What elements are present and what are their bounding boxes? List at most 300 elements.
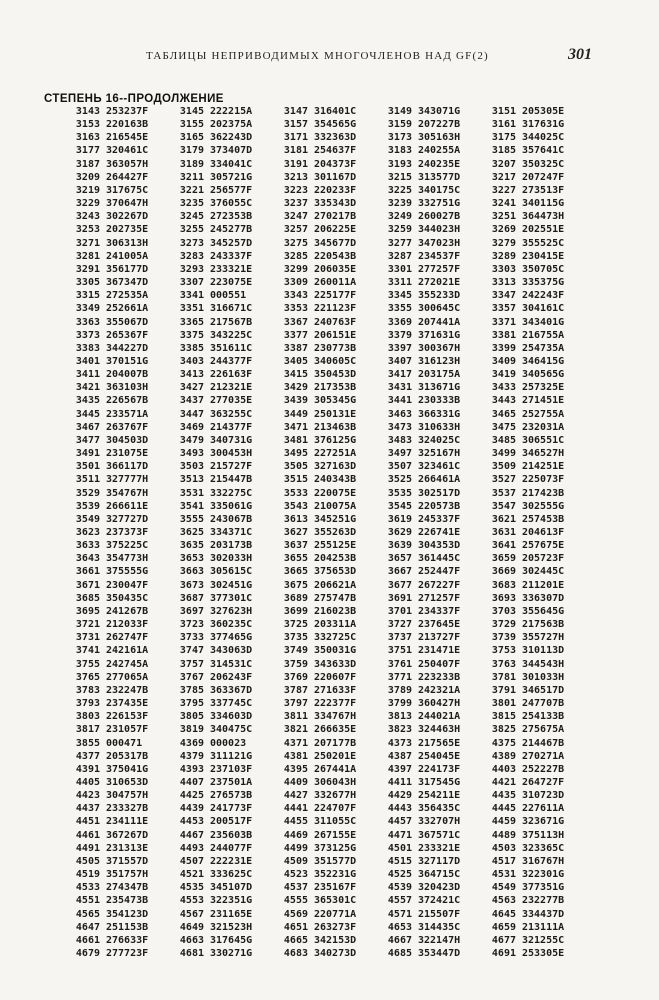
table-row: [70, 881, 650, 894]
table-cell: [174, 894, 278, 907]
table-row: [70, 276, 650, 289]
polynomial-code: 277065A: [106, 671, 149, 683]
polynomial-code: 335343D: [314, 198, 357, 210]
table-cell: [278, 460, 382, 473]
exponent-value: 3315: [75, 290, 100, 302]
exponent-value: 3257: [283, 224, 308, 236]
table-cell: [278, 408, 382, 421]
exponent-value: 3633: [75, 540, 100, 552]
polynomial-code: 355645G: [522, 605, 565, 617]
polynomial-code: 352231G: [314, 869, 357, 881]
polynomial-code: 356435C: [418, 803, 461, 815]
polynomial-code: 332707H: [418, 816, 461, 828]
table-cell: [278, 131, 382, 144]
table-cell: [174, 776, 278, 789]
exponent-value: 3211: [179, 171, 204, 183]
exponent-value: 3427: [179, 382, 204, 394]
polynomial-code: 336307D: [522, 592, 565, 604]
table-cell: [278, 421, 382, 434]
table-cell: [486, 763, 590, 776]
table-cell: [382, 184, 486, 197]
polynomial-code: 327623H: [210, 605, 253, 617]
polynomial-code: 370151G: [106, 355, 149, 367]
polynomial-code: 250201E: [314, 750, 357, 762]
polynomial-code: 343063D: [210, 645, 253, 657]
exponent-value: 4651: [283, 921, 308, 933]
table-cell: [174, 381, 278, 394]
exponent-value: 4489: [491, 829, 516, 841]
exponent-value: 4441: [283, 803, 308, 815]
table-cell: [278, 868, 382, 881]
exponent-value: 3275: [283, 237, 308, 249]
polynomial-code: 302555G: [522, 500, 565, 512]
table-cell: [382, 618, 486, 631]
table-cell: [486, 802, 590, 815]
table-cell: [382, 539, 486, 552]
polynomial-code: 217567B: [210, 316, 253, 328]
polynomial-code: 316401C: [314, 106, 357, 117]
table-cell: [70, 460, 174, 473]
polynomial-code: 353447D: [418, 948, 461, 959]
table-row: [70, 394, 650, 407]
polynomial-code: 361445C: [418, 553, 461, 565]
exponent-value: 3229: [75, 198, 100, 210]
polynomial-code: 357641C: [522, 145, 565, 157]
table-cell: [174, 118, 278, 131]
exponent-value: 3677: [387, 579, 412, 591]
polynomial-code: 233571A: [106, 408, 149, 420]
table-cell: [486, 434, 590, 447]
table-cell: [70, 394, 174, 407]
exponent-value: 3673: [179, 579, 204, 591]
exponent-value: 4659: [491, 921, 516, 933]
exponent-value: 3369: [387, 316, 412, 328]
exponent-value: 3151: [491, 106, 516, 117]
exponent-value: 3695: [75, 605, 100, 617]
polynomial-code: 207177B: [314, 737, 357, 749]
table-cell: [278, 355, 382, 368]
polynomial-code: 257325E: [522, 382, 565, 394]
polynomial-code: 213463B: [314, 421, 357, 433]
exponent-value: 3755: [75, 658, 100, 670]
table-cell: [382, 302, 486, 315]
polynomial-code: 220163B: [106, 119, 149, 131]
exponent-value: 3145: [179, 106, 204, 117]
table-cell: [174, 394, 278, 407]
polynomial-code: 344023H: [418, 224, 461, 236]
table-row: [70, 855, 650, 868]
polynomial-code: 327117D: [418, 855, 461, 867]
exponent-value: 3431: [387, 382, 412, 394]
polynomial-code: 241267B: [106, 605, 149, 617]
exponent-value: 3739: [491, 632, 516, 644]
table-cell: [70, 263, 174, 276]
polynomial-code: 214467B: [522, 737, 565, 749]
table-cell: [382, 592, 486, 605]
exponent-value: 3671: [75, 579, 100, 591]
exponent-value: 3667: [387, 566, 412, 578]
exponent-value: 3285: [283, 250, 308, 262]
table-cell: [382, 605, 486, 618]
table-cell: [70, 223, 174, 236]
polynomial-code: 247707B: [522, 698, 565, 710]
table-cell: [382, 118, 486, 131]
polynomial-code: 207441A: [418, 316, 461, 328]
exponent-value: 3527: [491, 474, 516, 486]
table-cell: [382, 355, 486, 368]
polynomial-code: 342153D: [314, 934, 357, 946]
table-row: [70, 618, 650, 631]
table-cell: [70, 237, 174, 250]
table-cell: [174, 579, 278, 592]
polynomial-code: 344025C: [522, 132, 565, 144]
table-cell: [174, 500, 278, 513]
table-cell: [70, 592, 174, 605]
table-cell: [174, 684, 278, 697]
exponent-value: 3273: [179, 237, 204, 249]
exponent-value: 3309: [283, 277, 308, 289]
polynomial-code: 231313E: [106, 842, 149, 854]
polynomial-code: 277723F: [106, 948, 149, 959]
exponent-value: 3241: [491, 198, 516, 210]
table-cell: [278, 815, 382, 828]
exponent-value: 3641: [491, 540, 516, 552]
polynomial-code: 230047F: [106, 579, 149, 591]
exponent-value: 3471: [283, 421, 308, 433]
polynomial-code: 240343B: [314, 474, 357, 486]
exponent-value: 3737: [387, 632, 412, 644]
table-cell: [70, 842, 174, 855]
polynomial-code: 375041G: [106, 763, 149, 775]
polynomial-code: 215507F: [418, 908, 461, 920]
exponent-value: 4395: [283, 763, 308, 775]
exponent-value: 3345: [387, 290, 412, 302]
exponent-value: 3725: [283, 619, 308, 631]
exponent-value: 4435: [491, 790, 516, 802]
polynomial-code: 240255A: [418, 145, 461, 157]
polynomial-code: 302445C: [522, 566, 565, 578]
exponent-value: 3289: [491, 250, 516, 262]
polynomial-code: 266635E: [314, 724, 357, 736]
table-cell: [70, 105, 174, 118]
table-cell: [70, 881, 174, 894]
exponent-value: 3217: [491, 171, 516, 183]
polynomial-code: 340731G: [210, 434, 253, 446]
polynomial-code: 264727F: [522, 776, 565, 788]
table-cell: [70, 658, 174, 671]
table-cell: [486, 658, 590, 671]
polynomial-code: 235603B: [210, 829, 253, 841]
table-cell: [278, 144, 382, 157]
exponent-value: 3157: [283, 119, 308, 131]
polynomial-code: 332275C: [210, 487, 253, 499]
exponent-value: 3477: [75, 434, 100, 446]
exponent-value: 3415: [283, 369, 308, 381]
polynomial-code: 263273F: [314, 921, 357, 933]
polynomial-code: 346527H: [522, 448, 565, 460]
table-cell: [278, 513, 382, 526]
table-cell: [70, 434, 174, 447]
table-cell: [70, 908, 174, 921]
polynomial-code: 240235E: [418, 158, 461, 170]
polynomial-code: 310653D: [106, 776, 149, 788]
running-title: ТАБЛИЦЫ НЕПРИВОДИМЫХ МНОГОЧЛЕНОВ НАД GF(2): [146, 50, 489, 62]
table-cell: [174, 197, 278, 210]
polynomial-code: 343225C: [210, 329, 253, 341]
table-cell: [382, 881, 486, 894]
table-row: [70, 552, 650, 565]
table-cell: [486, 473, 590, 486]
polynomial-code: 277035E: [210, 395, 253, 407]
polynomial-code: 222377F: [314, 698, 357, 710]
exponent-value: 3505: [283, 461, 308, 473]
table-row: [70, 184, 650, 197]
exponent-value: 3813: [387, 711, 412, 723]
table-row: [70, 579, 650, 592]
table-cell: [382, 394, 486, 407]
polynomial-table: [70, 105, 650, 960]
polynomial-code: 302517D: [418, 487, 461, 499]
exponent-value: 3501: [75, 461, 100, 473]
polynomial-code: 302451G: [210, 579, 253, 591]
table-cell: [278, 789, 382, 802]
polynomial-code: 254637F: [314, 145, 357, 157]
exponent-value: 3537: [491, 487, 516, 499]
exponent-value: 4653: [387, 921, 412, 933]
table-row: [70, 565, 650, 578]
exponent-value: 3463: [387, 408, 412, 420]
table-cell: [70, 539, 174, 552]
polynomial-code: 355067D: [106, 316, 149, 328]
table-cell: [174, 329, 278, 342]
exponent-value: 3533: [283, 487, 308, 499]
polynomial-code: 237103F: [210, 763, 253, 775]
exponent-value: 3301: [387, 263, 412, 275]
exponent-value: 3541: [179, 500, 204, 512]
polynomial-code: 270271A: [522, 750, 565, 762]
table-cell: [70, 671, 174, 684]
polynomial-code: 272021E: [418, 277, 461, 289]
polynomial-code: 340605C: [314, 355, 357, 367]
exponent-value: 3411: [75, 369, 100, 381]
table-cell: [174, 289, 278, 302]
table-cell: [382, 460, 486, 473]
exponent-value: 3341: [179, 290, 204, 302]
polynomial-code: 375225C: [106, 540, 149, 552]
table-cell: [382, 750, 486, 763]
exponent-value: 3287: [387, 250, 412, 262]
table-cell: [486, 934, 590, 947]
polynomial-code: 233321E: [210, 263, 253, 275]
polynomial-code: 242161A: [106, 645, 149, 657]
exponent-value: 3543: [283, 500, 308, 512]
polynomial-code: 334437D: [522, 908, 565, 920]
polynomial-code: 322147H: [418, 934, 461, 946]
table-cell: [278, 316, 382, 329]
table-cell: [278, 750, 382, 763]
polynomial-code: 215447B: [210, 474, 253, 486]
table-cell: [382, 316, 486, 329]
exponent-value: 3539: [75, 500, 100, 512]
table-cell: [486, 908, 590, 921]
table-cell: [70, 802, 174, 815]
polynomial-code: 266611E: [106, 500, 149, 512]
polynomial-code: 332677H: [314, 790, 357, 802]
polynomial-code: 340175C: [418, 184, 461, 196]
exponent-value: 3795: [179, 698, 204, 710]
exponent-value: 3185: [491, 145, 516, 157]
table-cell: [174, 276, 278, 289]
polynomial-code: 371557D: [106, 855, 149, 867]
table-cell: [486, 855, 590, 868]
exponent-value: 3303: [491, 263, 516, 275]
table-cell: [278, 881, 382, 894]
exponent-value: 3629: [387, 527, 412, 538]
exponent-value: 3349: [75, 303, 100, 315]
table-cell: [174, 697, 278, 710]
exponent-value: 3225: [387, 184, 412, 196]
table-row: [70, 539, 650, 552]
table-cell: [278, 368, 382, 381]
exponent-value: 3663: [179, 566, 204, 578]
polynomial-code: 274347B: [106, 882, 149, 894]
polynomial-code: 354773H: [106, 553, 149, 565]
exponent-value: 3791: [491, 684, 516, 696]
table-cell: [278, 105, 382, 118]
polynomial-code: 213727F: [418, 632, 461, 644]
table-cell: [486, 276, 590, 289]
polynomial-code: 351611C: [210, 342, 253, 354]
table-cell: [486, 605, 590, 618]
exponent-value: 4445: [491, 803, 516, 815]
polynomial-code: 203311A: [314, 619, 357, 631]
polynomial-code: 250131E: [314, 408, 357, 420]
table-row: [70, 316, 650, 329]
table-cell: [382, 513, 486, 526]
exponent-value: 3785: [179, 684, 204, 696]
table-cell: [174, 539, 278, 552]
table-cell: [174, 671, 278, 684]
exponent-value: 3189: [179, 158, 204, 170]
table-cell: [70, 618, 174, 631]
polynomial-code: 226567B: [106, 395, 149, 407]
exponent-value: 4569: [283, 908, 308, 920]
exponent-value: 4503: [491, 842, 516, 854]
polynomial-code: 272535A: [106, 290, 149, 302]
polynomial-code: 277257F: [418, 263, 461, 275]
exponent-value: 3149: [387, 106, 412, 117]
table-cell: [486, 815, 590, 828]
polynomial-code: 322301G: [522, 869, 565, 881]
exponent-value: 4647: [75, 921, 100, 933]
exponent-value: 3277: [387, 237, 412, 249]
polynomial-code: 222215A: [210, 106, 253, 117]
table-cell: [382, 671, 486, 684]
exponent-value: 3279: [491, 237, 516, 249]
exponent-value: 3685: [75, 592, 100, 604]
table-cell: [486, 789, 590, 802]
polynomial-code: 212321E: [210, 382, 253, 394]
table-cell: [278, 697, 382, 710]
table-row: [70, 237, 650, 250]
polynomial-code: 243067B: [210, 513, 253, 525]
table-cell: [70, 552, 174, 565]
polynomial-code: 235167F: [314, 882, 357, 894]
table-cell: [70, 750, 174, 763]
exponent-value: 3365: [179, 316, 204, 328]
table-cell: [174, 447, 278, 460]
table-cell: [486, 408, 590, 421]
exponent-value: 3155: [179, 119, 204, 131]
polynomial-code: 224707F: [314, 803, 357, 815]
exponent-value: 4517: [491, 855, 516, 867]
exponent-value: 3401: [75, 355, 100, 367]
table-cell: [382, 500, 486, 513]
table-cell: [278, 539, 382, 552]
polynomial-code: 300645C: [418, 303, 461, 315]
table-cell: [278, 671, 382, 684]
polynomial-code: 210075A: [314, 500, 357, 512]
table-cell: [486, 631, 590, 644]
exponent-value: 3239: [387, 198, 412, 210]
exponent-value: 4425: [179, 790, 204, 802]
polynomial-code: 224173F: [418, 763, 461, 775]
polynomial-code: 206151E: [314, 329, 357, 341]
table-cell: [382, 934, 486, 947]
exponent-value: 3703: [491, 605, 516, 617]
polynomial-code: 264427F: [106, 171, 149, 183]
polynomial-code: 000023: [210, 737, 247, 749]
table-row: [70, 513, 650, 526]
polynomial-code: 206621A: [314, 579, 357, 591]
exponent-value: 3499: [491, 448, 516, 460]
polynomial-code: 305163H: [418, 132, 461, 144]
table-cell: [70, 487, 174, 500]
table-row: [70, 487, 650, 500]
table-cell: [382, 565, 486, 578]
exponent-value: 4429: [387, 790, 412, 802]
polynomial-code: 202375A: [210, 119, 253, 131]
polynomial-code: 301167D: [314, 171, 357, 183]
table-cell: [382, 197, 486, 210]
table-cell: [70, 684, 174, 697]
table-cell: [174, 829, 278, 842]
polynomial-code: 267441A: [314, 763, 357, 775]
table-cell: [70, 355, 174, 368]
exponent-value: 3403: [179, 355, 204, 367]
polynomial-code: 366331G: [418, 408, 461, 420]
exponent-value: 4539: [387, 882, 412, 894]
exponent-value: 3697: [179, 605, 204, 617]
table-cell: [486, 539, 590, 552]
table-cell: [486, 868, 590, 881]
table-cell: [70, 579, 174, 592]
exponent-value: 3723: [179, 619, 204, 631]
polynomial-code: 324463H: [418, 724, 461, 736]
exponent-value: 4501: [387, 842, 412, 854]
polynomial-code: 254735A: [522, 342, 565, 354]
polynomial-code: 271633F: [314, 684, 357, 696]
polynomial-code: 273513F: [522, 184, 565, 196]
exponent-value: 4537: [283, 882, 308, 894]
polynomial-code: 216755A: [522, 329, 565, 341]
polynomial-code: 363103H: [106, 382, 149, 394]
table-cell: [382, 131, 486, 144]
polynomial-code: 354123D: [106, 908, 149, 920]
exponent-value: 3657: [387, 553, 412, 565]
table-cell: [70, 500, 174, 513]
polynomial-code: 304353D: [418, 540, 461, 552]
